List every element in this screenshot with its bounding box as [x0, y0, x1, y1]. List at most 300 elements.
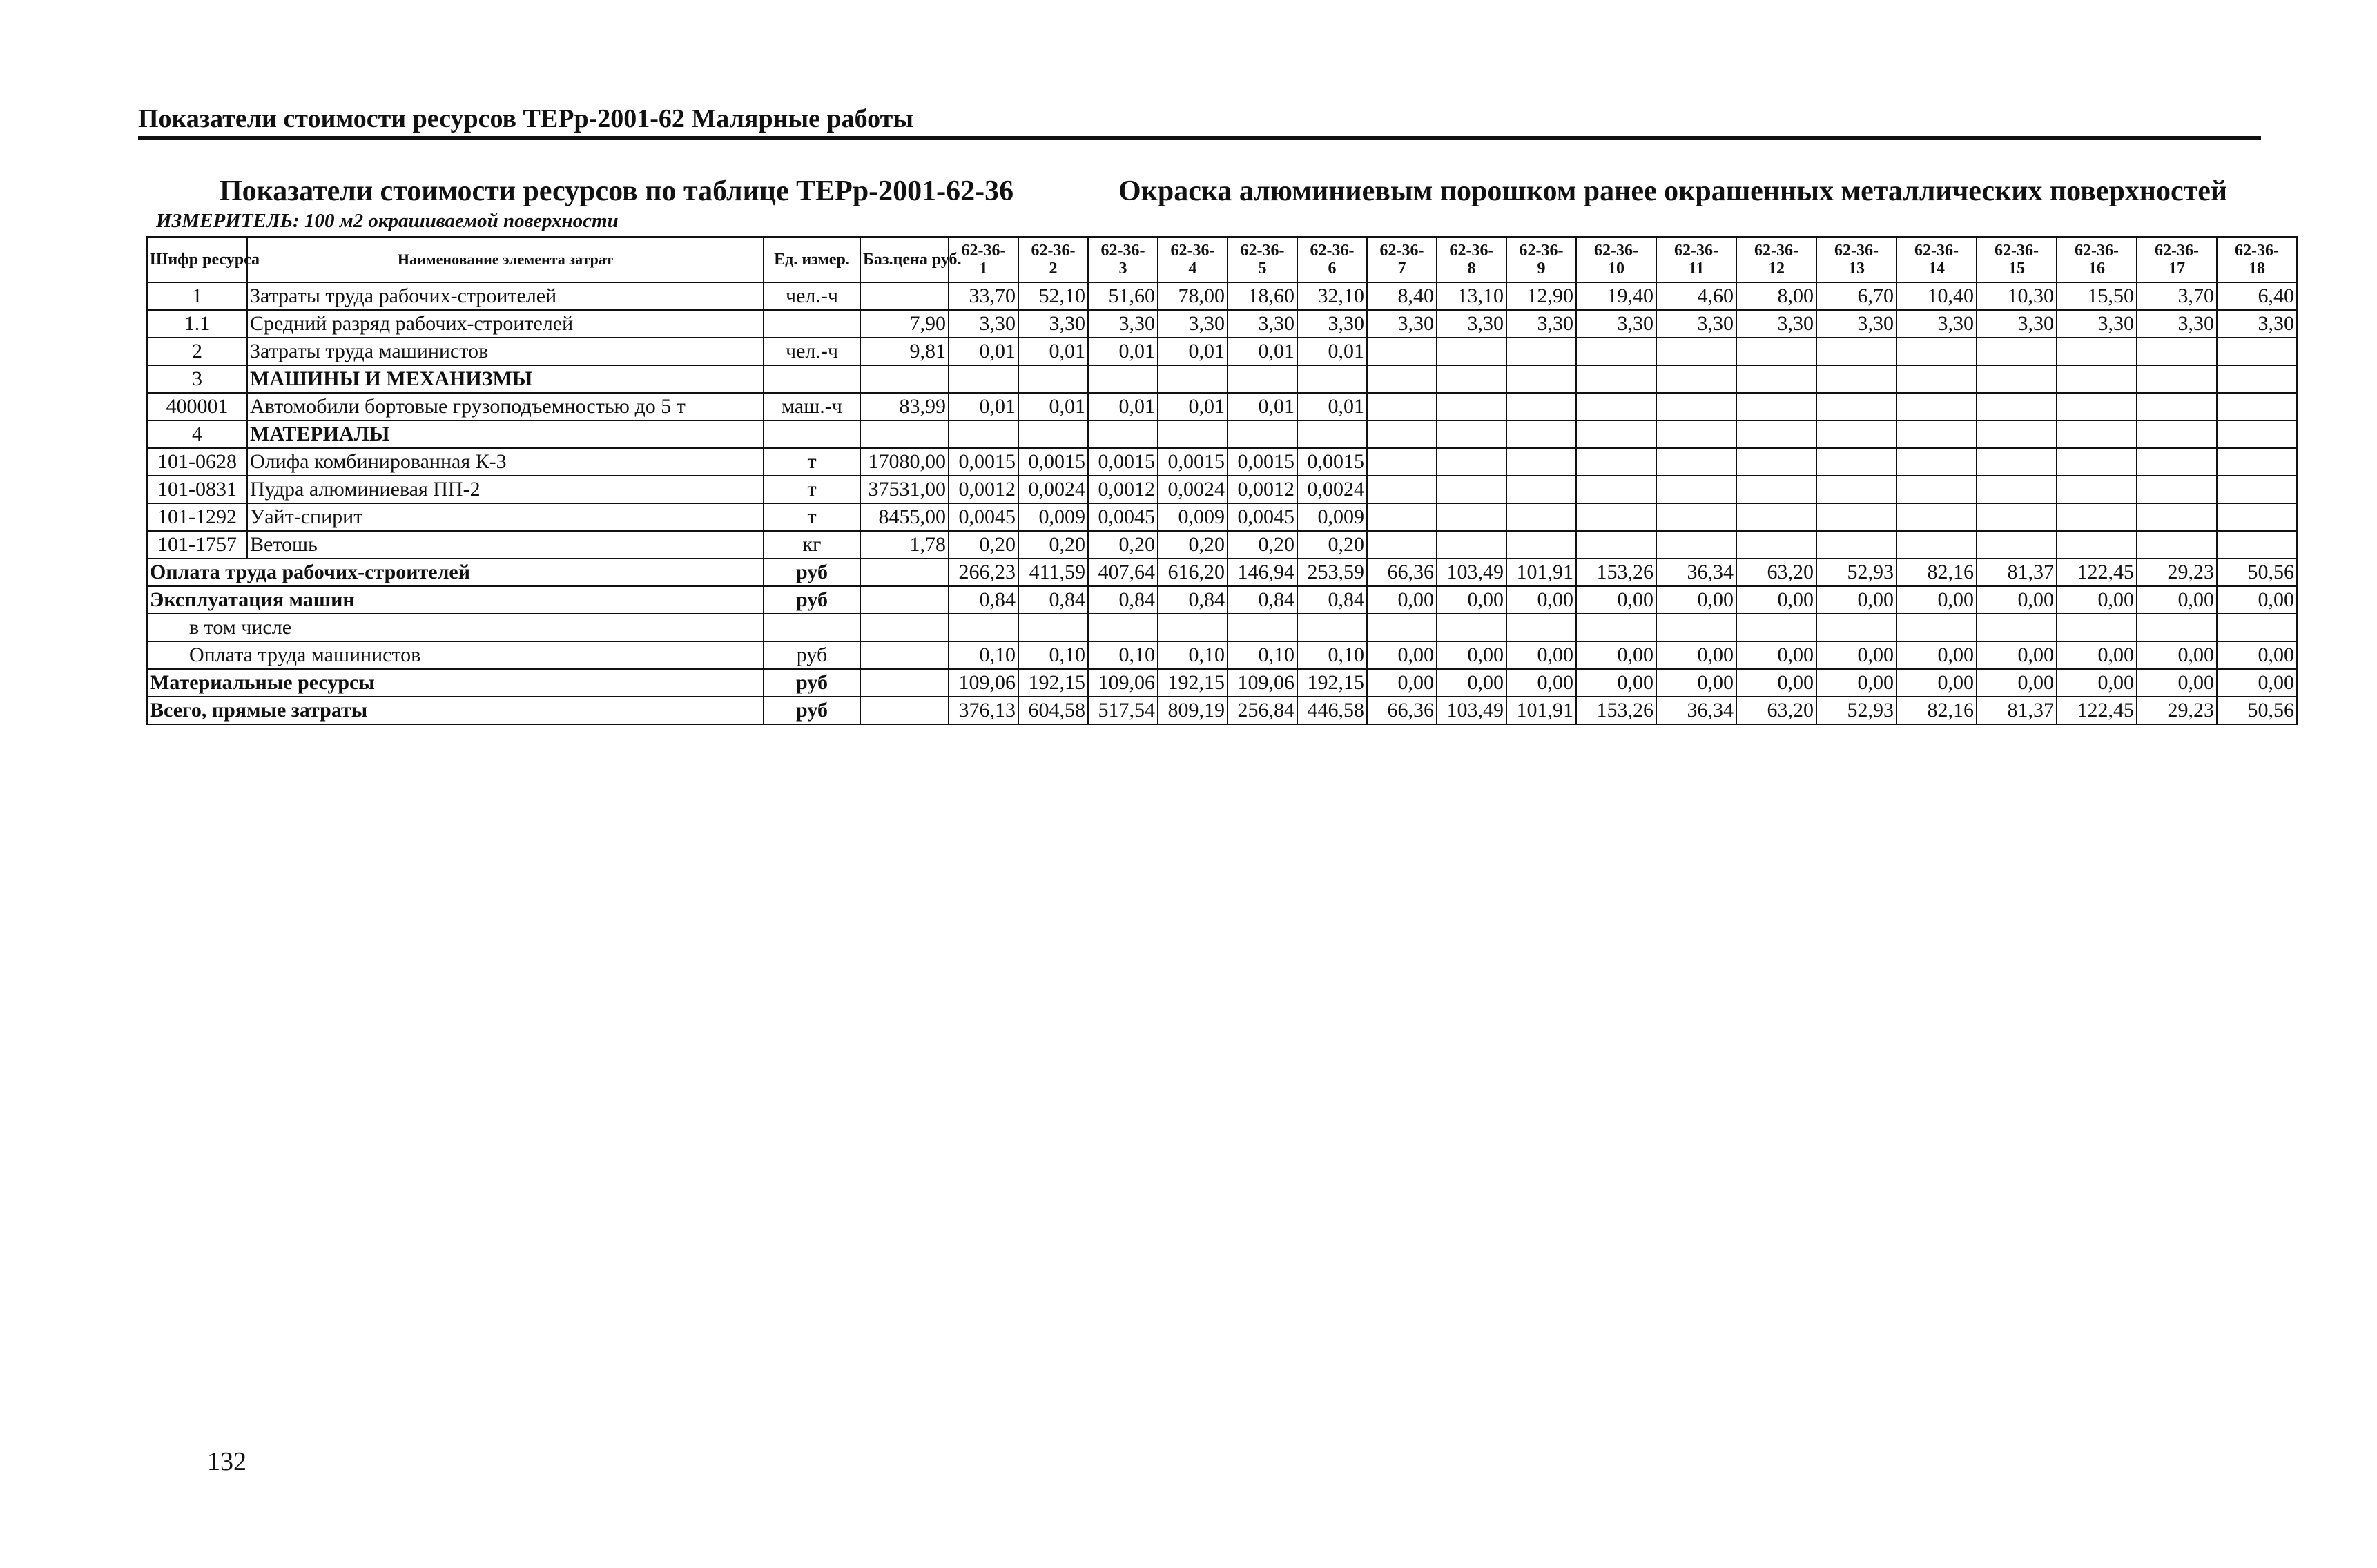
unit-cell: чел.-ч: [764, 338, 860, 365]
summary-value-cell: 153,26: [1576, 559, 1656, 586]
value-cell: [2217, 393, 2297, 420]
value-cell: 3,30: [2137, 310, 2217, 338]
value-cell: [1656, 420, 1736, 448]
summary-value-cell: 0,84: [1018, 586, 1088, 614]
value-cell: 0,0045: [1228, 503, 1297, 531]
resource-name-cell: Затраты труда рабочих-строителей: [247, 282, 764, 310]
summary-unit-cell: [764, 614, 860, 641]
measure-label: ИЗМЕРИТЕЛЬ:: [156, 210, 300, 232]
resource-code-cell: 1: [147, 282, 247, 310]
value-cell: [949, 365, 1018, 393]
value-cell: [1367, 531, 1437, 559]
summary-value-cell: 122,45: [2057, 697, 2137, 724]
table-row: [147, 531, 2297, 559]
value-cell: 15,50: [2057, 282, 2137, 310]
column-header-number: 2: [1049, 260, 1058, 278]
summary-row: [147, 614, 2297, 641]
header-rule: [138, 136, 2261, 140]
base-price-cell: 9,81: [860, 338, 949, 365]
value-cell: 0,0012: [949, 476, 1018, 503]
base-price-cell: 37531,00: [860, 476, 949, 503]
resource-name-cell: Средний разряд рабочих-строителей: [247, 310, 764, 338]
summary-value-cell: 604,58: [1018, 697, 1088, 724]
resource-name-cell: Уайт-спирит: [247, 503, 764, 531]
value-cell: [1816, 531, 1896, 559]
table-row: [147, 476, 2297, 503]
summary-value-cell: 81,37: [1977, 697, 2057, 724]
column-header-number: 9: [1537, 260, 1546, 278]
summary-value-cell: 29,23: [2137, 559, 2217, 586]
unit-cell: кг: [764, 531, 860, 559]
value-cell: [1576, 476, 1656, 503]
summary-price-cell: [860, 559, 949, 586]
value-cell: [1816, 476, 1896, 503]
value-cell: 0,009: [1297, 503, 1367, 531]
value-cell: 33,70: [949, 282, 1018, 310]
summary-value-cell: 376,13: [949, 697, 1018, 724]
summary-price-cell: [860, 614, 949, 641]
value-cell: [1736, 531, 1816, 559]
value-cell: 12,90: [1506, 282, 1576, 310]
summary-value-cell: [1816, 614, 1896, 641]
value-cell: 3,30: [1088, 310, 1158, 338]
value-cell: [2057, 420, 2137, 448]
measure-value: 100 м2 окрашиваемой поверхности: [304, 210, 619, 232]
summary-value-cell: [1088, 614, 1158, 641]
summary-value-cell: 0,00: [1816, 586, 1896, 614]
summary-value-cell: 36,34: [1656, 559, 1736, 586]
value-cell: [1367, 338, 1437, 365]
summary-value-cell: 0,00: [1977, 669, 2057, 697]
summary-price-cell: [860, 641, 949, 669]
summary-value-cell: 0,00: [1437, 586, 1506, 614]
unit-cell: т: [764, 476, 860, 503]
summary-value-cell: 0,00: [1437, 641, 1506, 669]
value-cell: 0,0045: [1088, 503, 1158, 531]
value-cell: [1816, 420, 1896, 448]
base-price-cell: 1,78: [860, 531, 949, 559]
value-cell: 3,30: [1437, 310, 1506, 338]
summary-value-cell: 446,58: [1297, 697, 1367, 724]
value-cell: [2217, 503, 2297, 531]
column-header-variant: [1656, 237, 1736, 282]
column-header-variant: [1437, 237, 1506, 282]
column-header-variant: [1297, 237, 1367, 282]
value-cell: [1367, 503, 1437, 531]
value-cell: 0,0015: [949, 448, 1018, 476]
column-header-prefix: 62-36-: [1594, 241, 1638, 260]
value-cell: [2057, 531, 2137, 559]
value-cell: 3,30: [949, 310, 1018, 338]
base-price-cell: 17080,00: [860, 448, 949, 476]
value-cell: [1437, 503, 1506, 531]
value-cell: [1506, 503, 1576, 531]
value-cell: 3,30: [1977, 310, 2057, 338]
value-cell: [2137, 420, 2217, 448]
summary-unit-cell: руб: [764, 586, 860, 614]
value-cell: 3,30: [1506, 310, 1576, 338]
value-cell: [1977, 476, 2057, 503]
value-cell: 51,60: [1088, 282, 1158, 310]
column-header-number: 11: [1688, 260, 1705, 278]
summary-value-cell: [949, 614, 1018, 641]
value-cell: [1437, 476, 1506, 503]
summary-value-cell: 0,10: [1228, 641, 1297, 669]
summary-value-cell: 0,00: [1576, 586, 1656, 614]
resource-code-cell: 2: [147, 338, 247, 365]
value-cell: 3,30: [1656, 310, 1736, 338]
value-cell: 0,01: [1088, 393, 1158, 420]
value-cell: 3,30: [1896, 310, 1977, 338]
value-cell: [1297, 420, 1367, 448]
summary-value-cell: [1656, 614, 1736, 641]
value-cell: [1367, 420, 1437, 448]
summary-value-cell: 809,19: [1158, 697, 1228, 724]
summary-value-cell: 0,84: [949, 586, 1018, 614]
summary-value-cell: 517,54: [1088, 697, 1158, 724]
value-cell: 0,0015: [1228, 448, 1297, 476]
summary-value-cell: 0,84: [1297, 586, 1367, 614]
value-cell: 0,01: [1018, 393, 1088, 420]
value-cell: 0,01: [1158, 393, 1228, 420]
measure-line: [156, 210, 619, 233]
value-cell: 6,40: [2217, 282, 2297, 310]
value-cell: [1576, 393, 1656, 420]
column-header-prefix: 62-36-: [1170, 241, 1215, 260]
value-cell: [1736, 476, 1816, 503]
value-cell: [2137, 503, 2217, 531]
summary-price-cell: [860, 586, 949, 614]
resource-code-cell: 101-1757: [147, 531, 247, 559]
value-cell: [2217, 448, 2297, 476]
summary-value-cell: 0,84: [1158, 586, 1228, 614]
summary-value-cell: 0,00: [2137, 669, 2217, 697]
value-cell: 0,0015: [1088, 448, 1158, 476]
value-cell: [2137, 365, 2217, 393]
column-header-number: 6: [1328, 260, 1337, 278]
value-cell: [1437, 448, 1506, 476]
value-cell: [1506, 365, 1576, 393]
summary-value-cell: 407,64: [1088, 559, 1158, 586]
value-cell: [1228, 365, 1297, 393]
value-cell: [1896, 448, 1977, 476]
value-cell: 4,60: [1656, 282, 1736, 310]
value-cell: 10,30: [1977, 282, 2057, 310]
value-cell: 0,01: [1228, 338, 1297, 365]
value-cell: 0,01: [1018, 338, 1088, 365]
resource-code-cell: 101-0831: [147, 476, 247, 503]
value-cell: [1367, 448, 1437, 476]
summary-value-cell: 0,10: [1088, 641, 1158, 669]
value-cell: [1736, 365, 1816, 393]
summary-value-cell: 411,59: [1018, 559, 1088, 586]
value-cell: 0,0045: [949, 503, 1018, 531]
summary-label-cell: Оплата труда рабочих-строителей: [147, 559, 764, 586]
resource-name-cell: Пудра алюминиевая ПП-2: [247, 476, 764, 503]
value-cell: [2217, 476, 2297, 503]
summary-value-cell: 0,00: [2057, 586, 2137, 614]
value-cell: [1896, 503, 1977, 531]
value-cell: [1228, 420, 1297, 448]
table-row: [147, 282, 2297, 310]
summary-value-cell: 0,00: [2057, 641, 2137, 669]
value-cell: [1576, 420, 1656, 448]
value-cell: [2057, 503, 2137, 531]
value-cell: [2057, 393, 2137, 420]
value-cell: 10,40: [1896, 282, 1977, 310]
column-header-prefix: 62-36-: [1995, 241, 2039, 260]
resource-name-cell: Ветошь: [247, 531, 764, 559]
value-cell: 3,70: [2137, 282, 2217, 310]
table-row: [147, 503, 2297, 531]
summary-value-cell: 81,37: [1977, 559, 2057, 586]
value-cell: [1297, 365, 1367, 393]
value-cell: [1656, 476, 1736, 503]
value-cell: [2057, 365, 2137, 393]
value-cell: [1977, 448, 2057, 476]
value-cell: 3,30: [2217, 310, 2297, 338]
summary-value-cell: 109,06: [1228, 669, 1297, 697]
summary-value-cell: 0,00: [1576, 669, 1656, 697]
summary-value-cell: [1506, 614, 1576, 641]
value-cell: 3,30: [1297, 310, 1367, 338]
value-cell: 78,00: [1158, 282, 1228, 310]
summary-value-cell: 0,00: [1896, 586, 1977, 614]
summary-value-cell: 253,59: [1297, 559, 1367, 586]
value-cell: [2137, 448, 2217, 476]
summary-value-cell: 616,20: [1158, 559, 1228, 586]
value-cell: [1816, 338, 1896, 365]
resource-name-cell: Затраты труда машинистов: [247, 338, 764, 365]
value-cell: [1736, 393, 1816, 420]
summary-label-cell: Материальные ресурсы: [147, 669, 764, 697]
value-cell: [2137, 338, 2217, 365]
summary-value-cell: 153,26: [1576, 697, 1656, 724]
table-row: [147, 365, 2297, 393]
value-cell: [1506, 420, 1576, 448]
column-header-variant: [1367, 237, 1437, 282]
summary-price-cell: [860, 697, 949, 724]
summary-value-cell: [2137, 614, 2217, 641]
summary-value-cell: 52,93: [1816, 559, 1896, 586]
resource-name-cell: МАТЕРИАЛЫ: [247, 420, 764, 448]
value-cell: 3,30: [1158, 310, 1228, 338]
resource-code-cell: 400001: [147, 393, 247, 420]
value-cell: 3,30: [1736, 310, 1816, 338]
column-header-prefix: 62-36-: [1310, 241, 1355, 260]
summary-value-cell: 82,16: [1896, 559, 1977, 586]
unit-cell: т: [764, 503, 860, 531]
summary-row: [147, 559, 2297, 586]
value-cell: [1367, 393, 1437, 420]
value-cell: [1977, 531, 2057, 559]
value-cell: 3,30: [1228, 310, 1297, 338]
summary-label-cell: Эксплуатация машин: [147, 586, 764, 614]
value-cell: 0,0015: [1018, 448, 1088, 476]
summary-value-cell: 101,91: [1506, 697, 1576, 724]
resource-name-cell: МАШИНЫ И МЕХАНИЗМЫ: [247, 365, 764, 393]
value-cell: 0,0024: [1297, 476, 1367, 503]
value-cell: [1977, 365, 2057, 393]
summary-value-cell: [1576, 614, 1656, 641]
summary-value-cell: 192,15: [1297, 669, 1367, 697]
column-header-prefix: 62-36-: [1240, 241, 1285, 260]
column-header-prefix: 62-36-: [1100, 241, 1145, 260]
value-cell: 19,40: [1576, 282, 1656, 310]
value-cell: [1977, 393, 2057, 420]
value-cell: [1736, 420, 1816, 448]
resource-name-cell: Олифа комбинированная К-3: [247, 448, 764, 476]
table-row: [147, 310, 2297, 338]
column-header-prefix: 62-36-: [1379, 241, 1424, 260]
value-cell: 0,0024: [1018, 476, 1088, 503]
column-header-variant: [1576, 237, 1656, 282]
base-price-cell: 8455,00: [860, 503, 949, 531]
value-cell: [1088, 365, 1158, 393]
value-cell: [1576, 448, 1656, 476]
value-cell: 0,01: [1088, 338, 1158, 365]
value-cell: 18,60: [1228, 282, 1297, 310]
value-cell: 8,00: [1736, 282, 1816, 310]
column-header-number: 8: [1467, 260, 1476, 278]
summary-value-cell: 0,00: [2137, 586, 2217, 614]
summary-value-cell: 0,00: [1437, 669, 1506, 697]
value-cell: [2217, 365, 2297, 393]
value-cell: [1506, 393, 1576, 420]
summary-value-cell: 50,56: [2217, 559, 2297, 586]
base-price-cell: 7,90: [860, 310, 949, 338]
summary-value-cell: 103,49: [1437, 559, 1506, 586]
summary-value-cell: 192,15: [1158, 669, 1228, 697]
summary-value-cell: 0,00: [1896, 641, 1977, 669]
value-cell: [1506, 448, 1576, 476]
unit-cell: [764, 310, 860, 338]
summary-value-cell: 0,00: [1736, 641, 1816, 669]
value-cell: [1896, 338, 1977, 365]
value-cell: [1018, 420, 1088, 448]
value-cell: 0,20: [1088, 531, 1158, 559]
value-cell: [1576, 503, 1656, 531]
summary-row: [147, 641, 2297, 669]
value-cell: [1367, 365, 1437, 393]
summary-value-cell: 0,84: [1088, 586, 1158, 614]
value-cell: [2137, 531, 2217, 559]
value-cell: [1506, 531, 1576, 559]
column-header-prefix: 62-36-: [1914, 241, 1959, 260]
summary-value-cell: 0,00: [2217, 586, 2297, 614]
table-row: [147, 393, 2297, 420]
value-cell: [1816, 503, 1896, 531]
value-cell: 3,30: [2057, 310, 2137, 338]
summary-value-cell: 0,00: [1367, 669, 1437, 697]
summary-value-cell: 0,00: [1896, 669, 1977, 697]
column-header-number: 14: [1928, 260, 1945, 278]
value-cell: 0,009: [1018, 503, 1088, 531]
summary-value-cell: 0,00: [1977, 586, 2057, 614]
unit-cell: чел.-ч: [764, 282, 860, 310]
value-cell: 0,0012: [1088, 476, 1158, 503]
summary-value-cell: 63,20: [1736, 559, 1816, 586]
value-cell: [1896, 365, 1977, 393]
summary-value-cell: 36,34: [1656, 697, 1736, 724]
value-cell: [1656, 448, 1736, 476]
summary-value-cell: 0,00: [1656, 586, 1736, 614]
column-header-number: 4: [1188, 260, 1197, 278]
summary-value-cell: 0,10: [1018, 641, 1088, 669]
value-cell: 3,30: [1018, 310, 1088, 338]
column-header-variant: [2217, 237, 2297, 282]
column-header-number: 5: [1258, 260, 1267, 278]
column-header-prefix: 62-36-: [961, 241, 1006, 260]
table-row: [147, 448, 2297, 476]
resource-code-cell: 101-1292: [147, 503, 247, 531]
base-price-cell: 83,99: [860, 393, 949, 420]
value-cell: [1506, 476, 1576, 503]
value-cell: [2217, 420, 2297, 448]
summary-value-cell: 82,16: [1896, 697, 1977, 724]
summary-value-cell: 109,06: [1088, 669, 1158, 697]
value-cell: [1816, 448, 1896, 476]
value-cell: [2137, 476, 2217, 503]
value-cell: [1736, 503, 1816, 531]
summary-value-cell: 0,00: [1367, 641, 1437, 669]
summary-value-cell: 0,00: [1816, 641, 1896, 669]
summary-value-cell: 0,84: [1228, 586, 1297, 614]
resource-code-cell: 3: [147, 365, 247, 393]
value-cell: 13,10: [1437, 282, 1506, 310]
summary-value-cell: 66,36: [1367, 697, 1437, 724]
value-cell: 0,20: [1018, 531, 1088, 559]
column-header-prefix: 62-36-: [2235, 241, 2279, 260]
value-cell: [1088, 420, 1158, 448]
value-cell: [1576, 531, 1656, 559]
summary-label-cell: Оплата труда машинистов: [147, 641, 764, 669]
column-header-variant: [1018, 237, 1088, 282]
column-header-prefix: 62-36-: [1031, 241, 1076, 260]
summary-value-cell: [1228, 614, 1297, 641]
resource-code-cell: 101-0628: [147, 448, 247, 476]
value-cell: 0,0012: [1228, 476, 1297, 503]
value-cell: [1656, 338, 1736, 365]
summary-value-cell: 0,00: [1656, 641, 1736, 669]
value-cell: [1896, 420, 1977, 448]
column-header-number: 3: [1118, 260, 1127, 278]
value-cell: 0,009: [1158, 503, 1228, 531]
column-header-prefix: 62-36-: [1674, 241, 1718, 260]
running-header: Показатели стоимости ресурсов ТЕРр-2001-62 Малярные работы: [138, 104, 914, 133]
value-cell: [1896, 531, 1977, 559]
summary-value-cell: 66,36: [1367, 559, 1437, 586]
value-cell: [1977, 503, 2057, 531]
value-cell: [1816, 393, 1896, 420]
summary-value-cell: 0,00: [1506, 586, 1576, 614]
value-cell: 0,0024: [1158, 476, 1228, 503]
summary-value-cell: [1896, 614, 1977, 641]
column-header-number: 12: [1768, 260, 1785, 278]
base-price-cell: [860, 420, 949, 448]
summary-value-cell: [1437, 614, 1506, 641]
resource-code-cell: 4: [147, 420, 247, 448]
value-cell: [1736, 448, 1816, 476]
value-cell: [1506, 338, 1576, 365]
summary-value-cell: 0,00: [1576, 641, 1656, 669]
value-cell: [1896, 393, 1977, 420]
summary-value-cell: 63,20: [1736, 697, 1816, 724]
summary-row: [147, 697, 2297, 724]
value-cell: [1367, 476, 1437, 503]
summary-value-cell: 146,94: [1228, 559, 1297, 586]
table-row: [147, 338, 2297, 365]
